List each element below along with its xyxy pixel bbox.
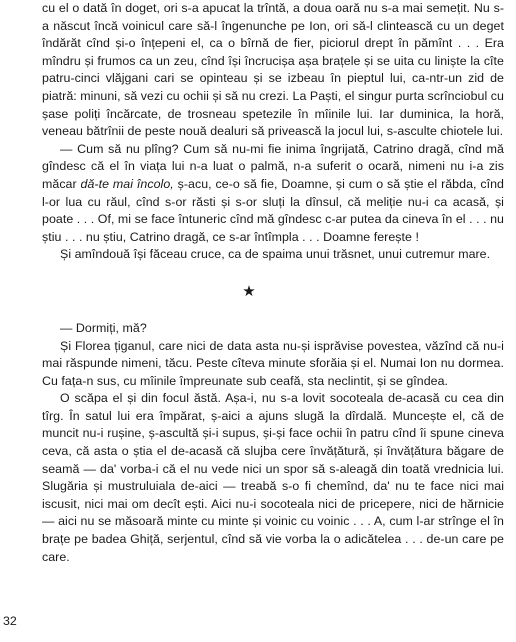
- lament-italic-phrase: dă-te mai încolo,: [80, 176, 174, 191]
- section-separator-star: [42, 284, 504, 300]
- star-icon: ★: [242, 282, 256, 300]
- paragraph-dormiti: — Dormiți, mă?: [60, 320, 147, 335]
- lament-text-end: ș-acu, ce-o să fie, Doamne, și cum o să știe el răbda, cînd l-or lua cu răul, cînd s-or răsti și s-or sluți la dînsul, că meliție nu-i ca acasă, și poate . . . Of, mi se face întuneric cînd mă gîndesc c-ar putea da cineva în el . . . nu știu . . . nu știu, Catrino dragă, ce s-ar întîmpla . . . Doamne ferește !: [42, 176, 504, 244]
- paragraph-crossing: Și amîndouă își făceau cruce, ca de spaima unui trăsnet, unui cutremur mare.: [60, 247, 491, 262]
- paragraph-ion-thoughts: O scăpa el și din focul ăstă. Așa-i, nu s-a lovit socoteala de-acasă cu cea din tîrg. În satul lui era împărat, ș-aici a ajuns slugă la dîrdală. Muncește el, că de muncit nu-i rușine, ș-ascultă și-i supus, și-și face ochii în patru cînd îi spune cineva ceva, că asta o știa el de-acasă că slujba cere învățătură, și învățătura băgare de seamă — da' vorba-i că el nu vede nici un spor să s-aleagă din toată vrednicia lui. Slugăria și mustruluiala de-aici — treabă s-o fi chemînd, da' nu te face nici mai iscusit, nici mai om decît ești. Aici nu-i socoteala nici de pricepere, nici de hărnicie — aici nu se măsoară minte cu minte și voinic cu voinic . . . A, cum l-ar strînge el în brațe pe badea Ghiță, serjentul, cînd să vie vorba la o adicătelea . . . de-un care pe care.: [42, 391, 504, 564]
- lament-text-start: — Cum să nu plîng? Cum să nu-mi fie inima îngrijată, Catrino dragă, cînd mă gîndesc că el în viața lui n-a luat o palmă, n-a suferit o ocară, nimeni nu i-a zis măcar: [42, 141, 504, 191]
- page-number: 32: [3, 614, 17, 628]
- paragraph-ion-strength: cu el o dată în doget, ori s-a apucat la trîntă, a doua oară nu s-a mai semețit. Nu s-a născut încă voinicul care să-l îngenunche pe Ion, ori să-l clintească cu un deget îndărăt cînd și-o înțepeni el, ca o bîrnă de fier, piciorul drept în pămînt . . . Era mîndru și frumos ca un zeu, cînd își încrucișa așa brațele și se uita cu liniște la cîte patru-cinci vlăjgani cari se opinteau și se izbeau în pieptul lui, ca-ntr-un zid de piatră: minuni, să vezi cu ochii și să nu crezi. La Paști, el singur purta scrînciobul cu șase poliți încărcate, de trosneau spetezile în mîinile lui. Iar duminica, la horă, veneau bătrînii de peste nouă dealuri să privească la jocul lui, s-asculte chiotele lui.: [42, 1, 504, 139]
- paragraph-florea: Și Florea țiganul, care nici de data asta nu-și isprăvise povestea, văzînd că nu-i mai răspunde nimeni, tăcu. Peste cîteva minute sforăia și el. Numai Ion nu dormea. Cu fața-n sus, cu mîinile împreunate sub ceafă, sta neclintit, și se gîndea.: [42, 338, 504, 388]
- book-page-text: [42, 0, 504, 566]
- paragraph-mother-lament: [42, 141, 504, 247]
